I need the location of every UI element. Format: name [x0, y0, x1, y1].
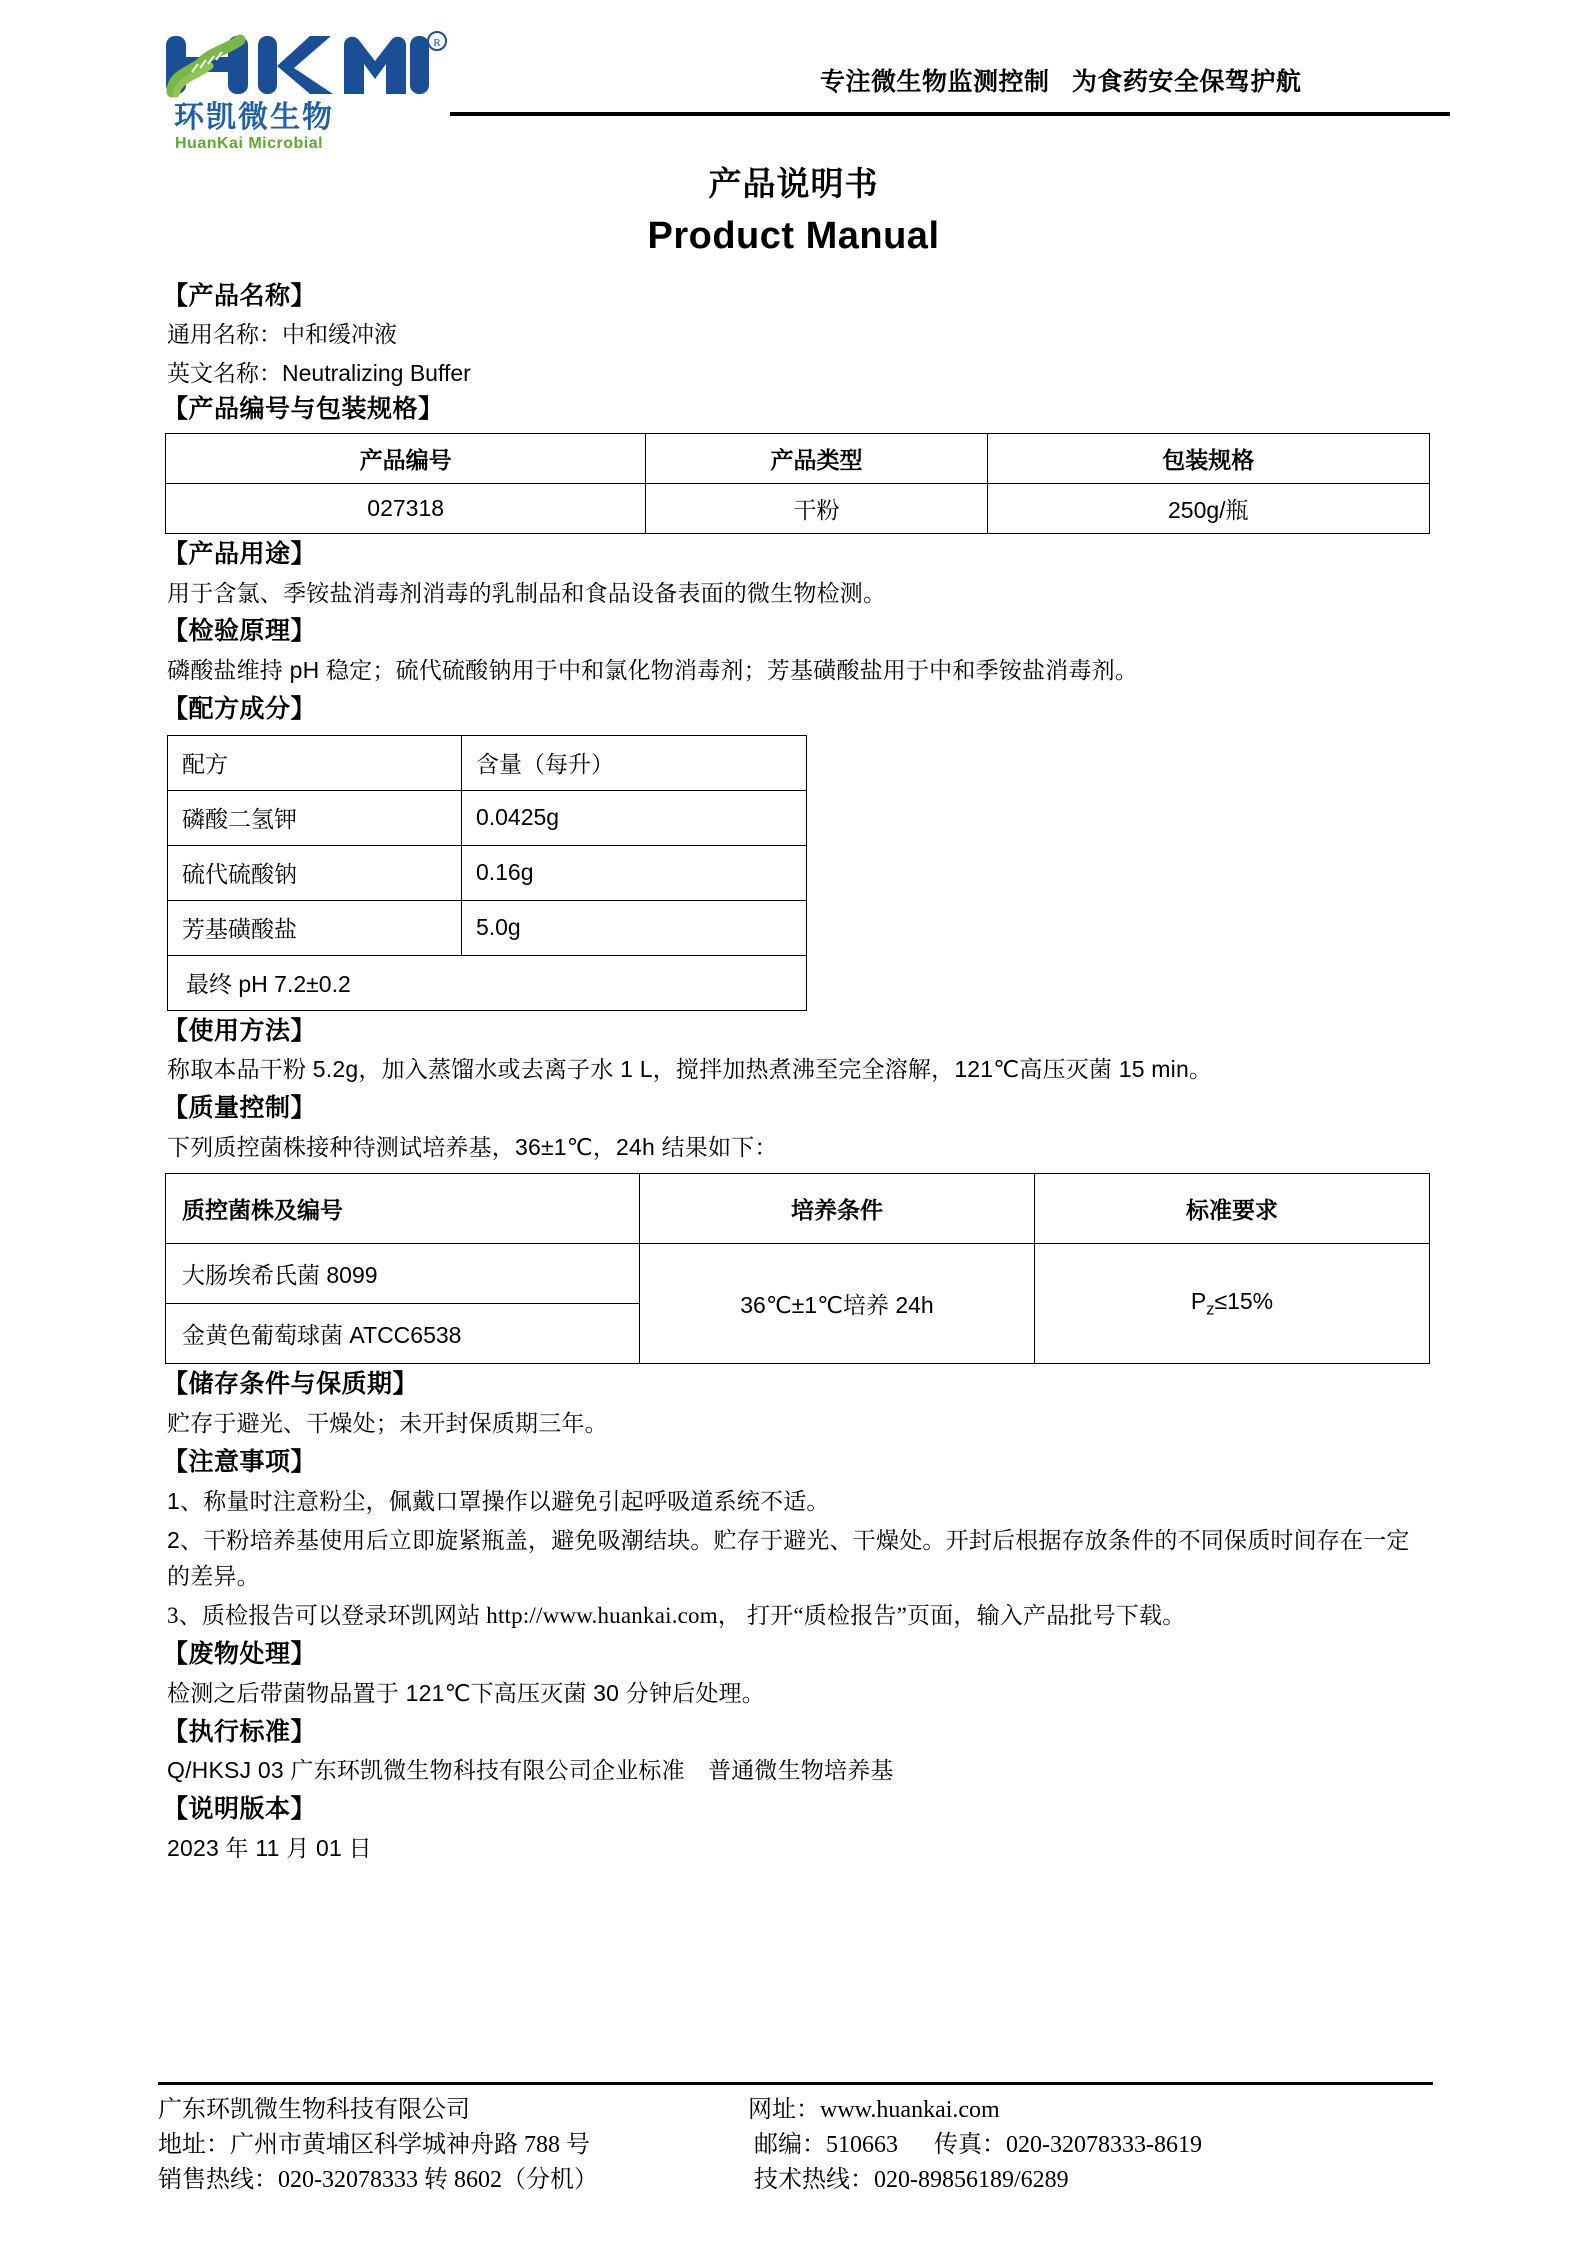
qc-col-strain: 质控菌株及编号: [166, 1174, 640, 1244]
page-title-english: Product Manual: [647, 215, 940, 257]
formula-name-1: 硫代硫酸钠: [168, 845, 462, 900]
table-row: [168, 790, 807, 845]
footer-sales-hotline: 销售热线：020-32078333 转 8602（分机）: [158, 2166, 598, 2193]
usage-text: 用于含氯、季铵盐消毒剂消毒的乳制品和食品设备表面的微生物检测。: [167, 579, 887, 606]
formula-amount-1: 0.16g: [461, 845, 806, 900]
footer-right-column: [748, 2093, 1388, 2197]
section-heading-spec: 【产品编号与包装规格】: [163, 395, 444, 424]
footer-divider: [158, 2082, 1433, 2085]
page-header: [0, 0, 1587, 150]
section-heading-quality-control: 【质量控制】: [163, 1094, 317, 1123]
footer-address: 地址：广州市黄埔区科学城神舟路 788 号: [158, 2131, 590, 2158]
formula-table: [167, 735, 807, 1011]
qc-col-condition: 培养条件: [639, 1174, 1034, 1244]
formula-ph-note: 最终 pH 7.2±0.2: [168, 955, 807, 1010]
spec-col-package-size: 包装规格: [987, 434, 1429, 484]
section-heading-usage: 【产品用途】: [163, 540, 317, 569]
section-heading-method: 【使用方法】: [163, 1016, 317, 1045]
page-footer: [158, 2082, 1433, 2197]
section-heading-product-name: 【产品名称】: [163, 282, 317, 310]
formula-ph-row: [168, 955, 807, 1010]
table-header-row: [166, 434, 1430, 484]
precaution-item-1: 1、称量时注意粉尘，佩戴口罩操作以避免引起呼吸道系统不适。: [167, 1487, 830, 1514]
table-row: [166, 1244, 1430, 1304]
method-text: 称取本品干粉 5.2g，加入蒸馏水或去离子水 1 L，搅拌加热煮沸至完全溶解，121℃高压灭菌 15 min。: [167, 1056, 1213, 1083]
page-title-chinese: 产品说明书: [708, 165, 879, 202]
qc-col-requirement: 标准要求: [1034, 1174, 1429, 1244]
spec-value-package-size: 250g/瓶: [987, 484, 1429, 534]
section-heading-storage: 【储存条件与保质期】: [163, 1370, 419, 1399]
section-heading-version: 【说明版本】: [163, 1794, 317, 1823]
table-row: [166, 484, 1430, 534]
spec-value-product-code: 027318: [166, 484, 646, 534]
formula-name-2: 芳基磺酸盐: [168, 900, 462, 955]
document-content: [163, 278, 1428, 1870]
version-text: 2023 年 11 月 01 日: [167, 1834, 372, 1861]
qc-condition-value: 36℃±1℃培养 24h: [639, 1244, 1034, 1364]
product-common-name: 通用名称：中和缓冲液: [167, 320, 397, 347]
footer-left-column: [158, 2093, 748, 2197]
table-row: [168, 900, 807, 955]
qc-requirement-prefix: P: [1190, 1288, 1207, 1315]
waste-text: 检测之后带菌物品置于 121℃下高压灭菌 30 分钟后处理。: [167, 1679, 765, 1706]
formula-col-name: 配方: [168, 735, 462, 790]
footer-columns: [158, 2093, 1433, 2197]
header-tagline: 专注微生物监测控制 为食药安全保驾护航: [820, 68, 1302, 96]
section-heading-waste: 【废物处理】: [163, 1640, 317, 1669]
footer-website: 网址：www.huankai.com: [748, 2097, 1000, 2123]
footer-postcode-fax: 邮编：510663 传真：020-32078333-8619: [748, 2131, 1202, 2158]
spec-table: [165, 433, 1430, 534]
precaution-item-2: 2、干粉培养基使用后立即旋紧瓶盖，避免吸潮结块。贮存于避光、干燥处。开封后根据存放条件的不同保质时间存在一定的差异。: [167, 1527, 1410, 1589]
section-heading-precautions: 【注意事项】: [163, 1447, 317, 1476]
storage-text: 贮存于避光、干燥处；未开封保质期三年。: [167, 1410, 608, 1437]
qc-requirement-suffix: ≤15%: [1214, 1288, 1274, 1315]
section-heading-principle: 【检验原理】: [163, 617, 317, 646]
hkm-letters-icon: [158, 26, 448, 102]
principle-text: 磷酸盐维持 pH 稳定；硫代硫酸钠用于中和氯化物消毒剂；芳基磺酸盐用于中和季铵盐消毒剂。: [167, 657, 1138, 684]
spec-col-product-type: 产品类型: [646, 434, 987, 484]
formula-name-0: 磷酸二氢钾: [168, 790, 462, 845]
qc-strain-1: 金黄色葡萄球菌 ATCC6538: [166, 1304, 640, 1364]
header-divider: [450, 112, 1450, 116]
logo-chinese-name: 环凯微生物: [174, 101, 334, 134]
section-heading-formula: 【配方成分】: [163, 694, 317, 723]
precaution-item-3: 3、质检报告可以登录环凯网站 http://www.huankai.com， 打开“质检报告”页面，输入产品批号下载。: [167, 1603, 1186, 1629]
footer-company-name: 广东环凯微生物科技有限公司: [158, 2097, 470, 2123]
formula-amount-0: 0.0425g: [461, 790, 806, 845]
table-header-row: [166, 1174, 1430, 1244]
formula-col-amount: 含量（每升）: [461, 735, 806, 790]
qc-requirement-value: [1034, 1244, 1429, 1364]
company-logo: [158, 26, 448, 152]
quality-control-intro: 下列质控菌株接种待测试培养基，36±1℃，24h 结果如下：: [167, 1133, 778, 1160]
spec-col-product-code: 产品编号: [166, 434, 646, 484]
logo-english-name: HuanKai Microbial: [175, 135, 324, 152]
hkm-logo-mark: [158, 26, 448, 102]
product-english-name: 英文名称：Neutralizing Buffer: [167, 359, 471, 386]
qc-strain-0: 大肠埃希氏菌 8099: [166, 1244, 640, 1304]
table-header-row: [168, 735, 807, 790]
formula-amount-2: 5.0g: [461, 900, 806, 955]
svg-text:R: R: [433, 37, 441, 49]
spec-value-product-type: 干粉: [646, 484, 987, 534]
section-heading-standard: 【执行标准】: [163, 1717, 317, 1746]
table-row: [168, 845, 807, 900]
standard-text: Q/HKSJ 03 广东环凯微生物科技有限公司企业标准 普通微生物培养基: [167, 1757, 894, 1784]
quality-control-table: [165, 1173, 1430, 1364]
qc-requirement-subscript: z: [1206, 1299, 1215, 1319]
footer-tech-hotline: 技术热线：020-89856189/6289: [748, 2166, 1069, 2193]
